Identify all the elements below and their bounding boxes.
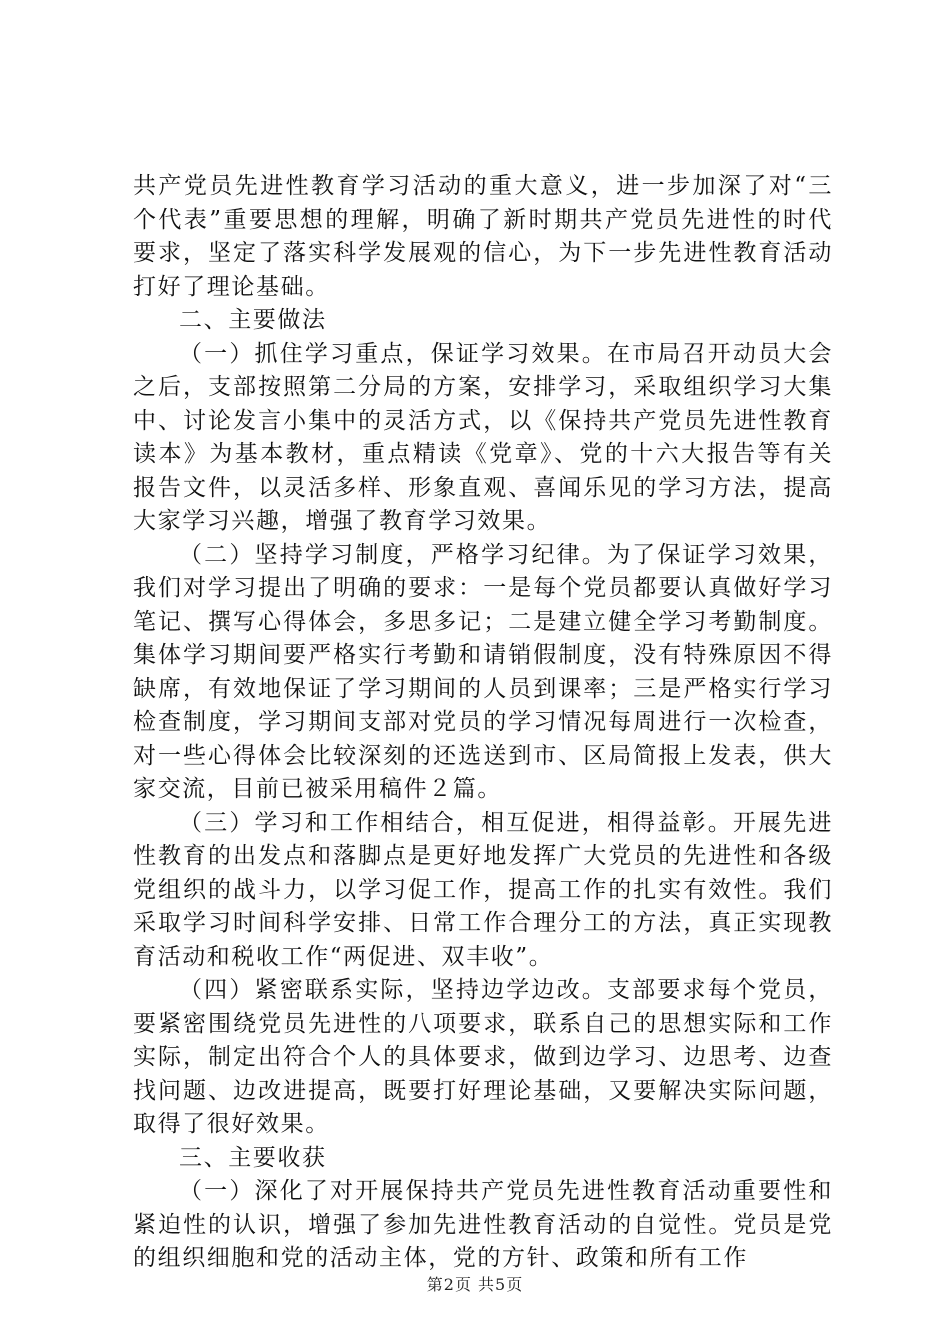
paragraph-practice-2: （二）坚持学习制度，严格学习纪律。为了保证学习效果，我们对学习提出了明确的要求：一是每个党员都要认真做好学习笔记、撰写心得体会，多思多记；二是建立健全学习考勤制度。集体学习期间要严格实行考勤和请销假制度，没有特殊原因不得缺席，有效地保证了学习期间的人员到课率；三是严格实行学习检查制度，学习期间支部对党员的学习情况每周进行一次检查，对一些心得体会比较深刻的还选送到市、区局简报上发表，供大家交流，目前已被采用稿件２篇。 — [133, 541, 833, 802]
paragraph-practice-1: （一）抓住学习重点，保证学习效果。在市局召开动员大会之后，支部按照第二分局的方案，安排学习，采取组织学习大集中、讨论发言小集中的灵活方式，以《保持共产党员先进性教育读本》为基本教材，重点精读《党章》、党的十六大报告等有关报告文件，以灵活多样、形象直观、喜闻乐见的学习方法，提高大家学习兴趣，增强了教育学习效果。 — [133, 340, 833, 534]
paragraph-continuation: 共产党员先进性教育学习活动的重大意义，进一步加深了对“三个代表”重要思想的理解，明确了新时期共产党员先进性的时代要求，坚定了落实科学发展观的信心，为下一步先进性教育活动打好了理论基础。 — [133, 173, 833, 300]
paragraph-practice-3: （三）学习和工作相结合，相互促进，相得益彰。开展先进性教育的出发点和落脚点是更好地发挥广大党员的先进性和各级党组织的战斗力，以学习促工作，提高工作的扎实有效性。我们采取学习时间科学安排、日常工作合理分工的方法，真正实现教育活动和税收工作“两促进、双丰收”。 — [133, 809, 833, 970]
section-heading-main-gains: 三、主要收获 — [179, 1144, 327, 1171]
paragraph-gain-1: （一）深化了对开展保持共产党员先进性教育活动重要性和紧迫性的认识，增强了参加先进性教育活动的自觉性。党员是党的组织细胞和党的活动主体，党的方针、政策和所有工作 — [133, 1178, 833, 1271]
section-heading-main-practices: 二、主要做法 — [179, 307, 327, 333]
page-number-footer: 第2页 共5页 — [426, 1275, 524, 1294]
document-body — [133, 170, 833, 1276]
paragraph-practice-4: （四）紧密联系实际，坚持边学边改。支部要求每个党员，要紧密围绕党员先进性的八项要求，联系自己的思想实际和工作实际，制定出符合个人的具体要求，做到边学习、边思考、边查找问题、边改进提高，既要打好理论基础，又要解决实际问题，取得了很好效果。 — [133, 977, 833, 1137]
